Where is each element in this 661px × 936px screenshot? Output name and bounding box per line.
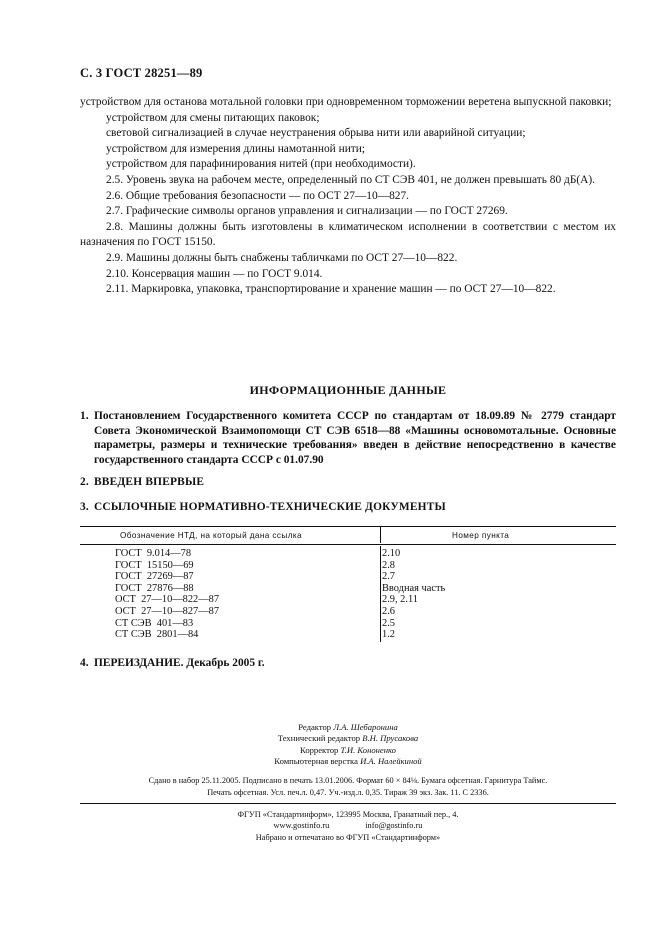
body-paragraph: 2.11. Маркировка, упаковка, транспортирование и хранение машин — по ОСТ 27—10—822. [106, 283, 556, 296]
table-cell-document: СТ СЭВ 2801—84 [115, 629, 199, 641]
body-paragraph: 2.8. Машины должны быть изготовлены в климатическом исполнении в соответствии с местом их назначения по ГОСТ 15150. [80, 220, 616, 249]
table-row [80, 560, 616, 572]
credit-line [80, 745, 616, 756]
table-cell-item: 2.8 [382, 559, 395, 571]
imprint-block [80, 775, 616, 798]
table-body [80, 548, 616, 641]
body-paragraph: устройством для останова мотальной головки при одновременном торможении веретена выпускной паковки; [80, 96, 612, 108]
info-section-title: ИНФОРМАЦИОННЫЕ ДАННЫЕ [249, 383, 447, 397]
credit-line [80, 733, 616, 744]
table-cell-document: ГОСТ 15150—69 [115, 559, 194, 571]
publisher-printing-note: Набрано и отпечатано во ФГУП «Стандартинформ» [255, 832, 441, 842]
body-paragraph: 2.10. Консервация машин — по ГОСТ 9.014. [106, 267, 323, 280]
info-item-text: ССЫЛОЧНЫЕ НОРМАТИВНО-ТЕХНИЧЕСКИЕ ДОКУМЕНТЫ [94, 501, 446, 513]
table-cell-document: ГОСТ 27876—88 [115, 582, 194, 594]
body-paragraph: 2.9. Машины должны быть снабжены табличками по ОСТ 27—10—822. [106, 251, 458, 264]
table-row [80, 629, 616, 641]
table-row [80, 618, 616, 630]
publisher-block [80, 809, 616, 843]
credit-name: В.Н. Прусакова [362, 733, 419, 744]
info-item-4 [80, 657, 265, 669]
table-cell-document: ГОСТ 9.014—78 [115, 548, 192, 559]
table-header-divider [380, 526, 381, 543]
info-item-text: ВВЕДЕН ВПЕРВЫЕ [94, 476, 205, 488]
body-paragraph: устройством для измерения длины намотанной нити; [106, 142, 366, 155]
credits-block [80, 722, 616, 768]
publisher-email: info@gostinfo.ru [365, 821, 423, 831]
info-item-2 [80, 476, 204, 488]
body-paragraph: световой сигнализацией в случае неустранения обрыва нити или аварийной ситуации; [106, 127, 526, 140]
credit-name: Л.А. Шебаронина [333, 722, 398, 732]
table-top-rule [80, 526, 616, 527]
credit-role: Технический редактор [277, 733, 361, 744]
info-item-number: 4. [80, 657, 89, 669]
credit-line [80, 722, 616, 733]
table-header-item: Номер пункта [452, 531, 510, 540]
credit-line [80, 756, 616, 767]
table-cell-item: 2.7 [382, 571, 395, 583]
table-cell-document: ГОСТ 27269—87 [115, 571, 194, 583]
info-item-number: 1. [80, 410, 89, 422]
body-paragraph: 2.6. Общие требования безопасности — по ОСТ 27—10—827. [106, 189, 410, 202]
body-text [80, 95, 616, 298]
table-cell-item: 2.6 [382, 605, 395, 617]
table-cell-item: 2.9, 2.11 [382, 594, 418, 606]
table-cell-document: ОСТ 27—10—822—87 [115, 594, 220, 606]
table-header-document: Обозначение НТД, на который дана ссылка [120, 531, 302, 540]
imprint-line: Печать офсетная. Усл. печ.л. 0,47. Уч.-изд.л. 0,35. Тираж 39 экз. Зак. 11. С 2336. [207, 787, 489, 797]
table-cell-item: 1.2 [382, 629, 395, 641]
footer-rule [80, 803, 616, 804]
credit-name: И.А. Налейкиной [360, 756, 422, 767]
table-header-rule [80, 544, 616, 545]
credit-role: Корректор [300, 744, 339, 755]
info-item-3 [80, 501, 446, 513]
credit-name: Т.И. Кононенко [340, 744, 396, 755]
table-row [80, 594, 616, 606]
info-item-text: Постановлением Государственного комитета СССР по стандартам от 18.09.89 № 2779 стандарт Совета Экономической Взаимопомощи СТ СЭВ 6518—88 «Машины основомотальные. Основные параметры, размеры и технические требования» введен в действие непосредственно в качестве государственного стандарта СССР с 01.07.90 [94, 410, 616, 466]
table-row [80, 548, 616, 560]
publisher-address: ФГУП «Стандартинформ», 123995 Москва, Гранатный пер., 4. [237, 810, 459, 819]
table-cell-document: ОСТ 27—10—827—87 [115, 605, 220, 617]
info-item-number: 2. [80, 476, 89, 488]
publisher-website: www.gostinfo.ru [273, 821, 330, 831]
table-cell-item: Вводная часть [382, 582, 446, 594]
credit-role: Компьютерная верстка [274, 756, 358, 767]
table-cell-item: 2.5 [382, 617, 395, 629]
page-header: С. 3 ГОСТ 28251—89 [80, 66, 203, 80]
credit-role: Редактор [298, 722, 332, 732]
publisher-contacts [80, 820, 616, 831]
table-cell-item: 2.10 [382, 548, 401, 559]
info-item-number: 3. [80, 501, 89, 513]
info-item-text: ПЕРЕИЗДАНИЕ. Декабрь 2005 г. [94, 657, 265, 669]
table-cell-document: СТ СЭВ 401—83 [115, 617, 194, 629]
info-item-1 [80, 409, 616, 467]
table-row [80, 583, 616, 595]
body-paragraph: 2.7. Графические символы органов управления и сигнализации — по ГОСТ 27269. [106, 205, 508, 218]
body-paragraph: устройством для парафинирования нитей (при необходимости). [106, 158, 416, 171]
imprint-line: Сдано в набор 25.11.2005. Подписано в печать 13.01.2006. Формат 60 × 84⅛. Бумага офсетная. Гарнитура Таймс. [148, 776, 548, 785]
body-paragraph: 2.5. Уровень звука на рабочем месте, определенный по СТ СЭВ 401, не должен превышать 80 дБ(А). [106, 173, 596, 186]
table-row [80, 571, 616, 583]
table-row [80, 606, 616, 618]
body-paragraph: устройством для смены питающих паковок; [106, 111, 320, 124]
